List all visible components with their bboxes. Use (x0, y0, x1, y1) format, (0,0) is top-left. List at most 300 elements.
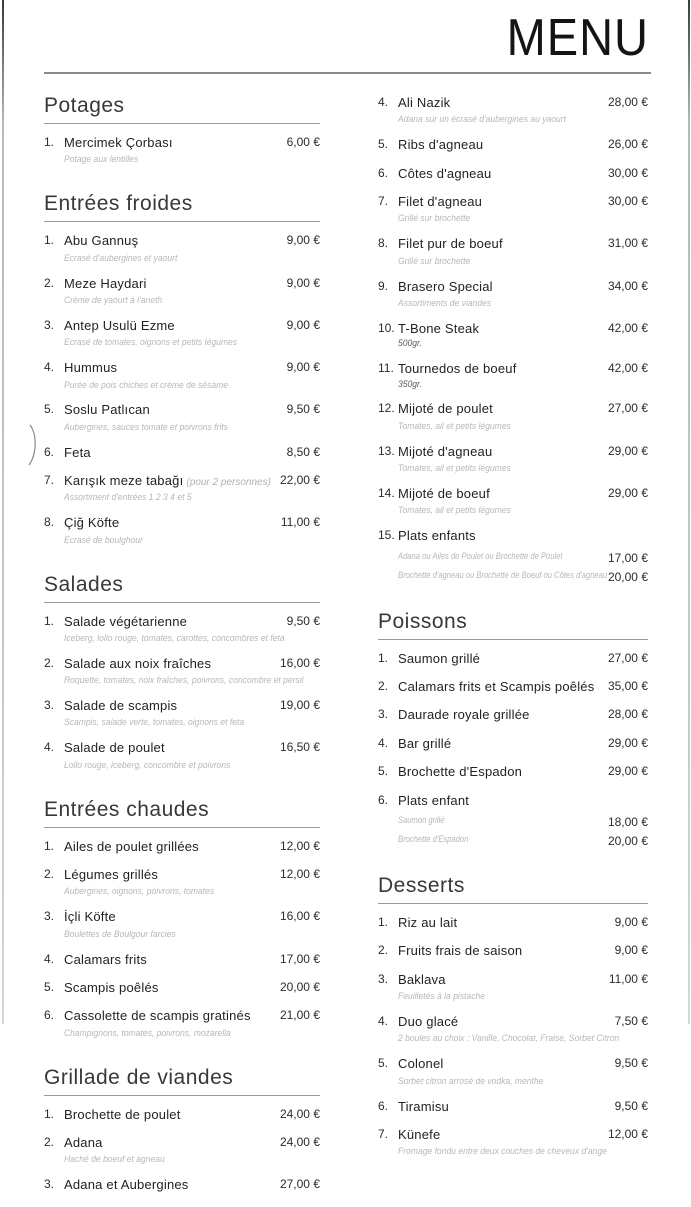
menu-item (44, 979, 320, 997)
menu-header (44, 0, 651, 74)
item-price: 29,00 € (607, 485, 648, 500)
item-description: Tomates, ail et petits légumes (398, 420, 511, 432)
item-number: 6. (378, 792, 389, 807)
header-rule (44, 72, 651, 74)
item-name-line (64, 739, 274, 757)
menu-item (378, 360, 648, 390)
item-name: Plats enfant (398, 792, 470, 808)
item-name-line (398, 527, 648, 545)
item-number: 3. (44, 317, 55, 332)
item-number: 2. (44, 275, 55, 290)
menu-item (44, 655, 320, 687)
item-name-line (64, 979, 274, 997)
menu-item (44, 514, 320, 546)
scan-edge-left (2, 0, 4, 1024)
item-body (64, 444, 281, 462)
page-title: MENU (506, 7, 649, 66)
item-name-line (398, 165, 602, 183)
subline-price: 17,00 € (607, 550, 648, 565)
item-name: Ali Nazik (398, 95, 451, 111)
item-body (398, 650, 602, 668)
item-name: Karışık meze tabağı (64, 473, 184, 489)
item-name-line (64, 275, 281, 293)
item-name-line (64, 951, 274, 969)
item-name: Salade aux noix fraîches (64, 655, 212, 671)
menu-item (378, 527, 648, 583)
item-name-line (398, 706, 602, 724)
item-name: Künefe (398, 1126, 441, 1142)
item-price: 16,50 € (279, 740, 320, 755)
item-price: 28,00 € (607, 707, 648, 722)
menu-section-grillade-de-viandes-suite (378, 94, 648, 594)
item-number: 1. (378, 914, 389, 929)
item-price: 27,00 € (279, 1177, 320, 1192)
item-price: 26,00 € (607, 137, 648, 152)
item-number: 4. (378, 735, 389, 750)
item-subline (398, 834, 648, 848)
section-heading: Potages (44, 94, 320, 124)
menu-item (378, 165, 648, 183)
item-description: Tomates, ail et petits légumes (398, 505, 511, 517)
item-body (398, 1126, 607, 1158)
item-name: Baklava (398, 971, 446, 987)
item-price: 27,00 € (607, 401, 648, 416)
menu-item (44, 275, 320, 307)
item-price: 21,00 € (279, 1008, 320, 1023)
menu-item (378, 1055, 648, 1087)
item-name: Mijoté de poulet (398, 401, 493, 417)
menu-item (44, 866, 320, 898)
item-name: Çiğ Köfte (64, 515, 120, 531)
item-number: 5. (44, 979, 55, 994)
item-name: T-Bone Steak (398, 320, 480, 336)
item-name: Abu Gannuş (64, 233, 139, 249)
item-body (64, 838, 274, 856)
subline-description: Brochette d'Espadon (398, 833, 469, 845)
menu-item (378, 678, 648, 696)
item-number: 2. (44, 655, 55, 670)
menu-section-salades (44, 559, 320, 782)
menu-item (378, 1098, 648, 1116)
item-description: Scampis, salade verte, tomates, oignons et feta (64, 717, 245, 729)
item-name: Scampis poêlés (64, 979, 159, 995)
menu-section-grillade-de-viandes (44, 1052, 320, 1205)
item-name-line (64, 359, 281, 377)
section-heading: Poissons (378, 610, 648, 640)
item-number: 7. (44, 473, 55, 488)
item-description: Grillé sur brochette (398, 255, 471, 267)
menu-item (378, 650, 648, 668)
item-body (64, 359, 281, 391)
item-number: 6. (44, 1008, 55, 1023)
item-name-line (64, 866, 274, 884)
item-name: Mercimek Çorbası (64, 135, 173, 151)
item-name-line (64, 1134, 274, 1152)
menu-item (44, 232, 320, 264)
item-subline (398, 570, 648, 584)
item-number: 1. (44, 135, 55, 150)
item-body (398, 971, 603, 1003)
menu-item (378, 706, 648, 724)
item-name-line (398, 735, 602, 753)
item-body (398, 706, 602, 724)
item-name-line (64, 317, 281, 335)
item-name-line (398, 136, 602, 154)
item-price: 12,00 € (607, 1126, 648, 1141)
item-number: 7. (378, 1126, 389, 1141)
item-name-line (64, 838, 274, 856)
item-number: 6. (378, 1098, 389, 1113)
item-body (64, 739, 274, 771)
item-name-line (398, 443, 602, 461)
item-body (64, 401, 281, 433)
item-body (64, 1007, 274, 1039)
item-body (398, 942, 609, 960)
item-number: 6. (44, 444, 55, 459)
subline-description: Adana ou Ailes de Poulet ou Brochette de Poulet (398, 550, 563, 562)
item-name: Ailes de poulet grillées (64, 838, 199, 854)
item-price: 28,00 € (607, 95, 648, 110)
menu-item (44, 134, 320, 166)
item-description: Crème de yaourt à l'aneth (64, 294, 163, 306)
item-number: 2. (378, 679, 389, 693)
item-name-line (398, 678, 602, 696)
menu-item (378, 278, 648, 310)
item-body (398, 400, 602, 432)
section-heading: Entrées chaudes (44, 798, 320, 828)
item-name: Saumon grillé (398, 650, 481, 666)
item-name: Antep Usulü Ezme (64, 317, 175, 333)
menu-item (378, 735, 648, 753)
item-name: Cassolette de scampis gratinés (64, 1008, 251, 1024)
item-number: 4. (44, 740, 55, 755)
menu-item (44, 1007, 320, 1039)
item-description: Lollo rouge, iceberg, concombre et poivrons (64, 759, 231, 771)
item-price: 9,50 € (614, 1098, 648, 1113)
item-number: 11. (378, 361, 394, 376)
item-description: Boulettes de Boulgour farcies (64, 928, 176, 940)
item-body (398, 735, 602, 753)
item-name: Brochette d'Espadon (398, 764, 523, 780)
menu-item (44, 1134, 320, 1166)
menu-item (378, 193, 648, 225)
menu-item (44, 401, 320, 433)
item-number: 1. (44, 1106, 55, 1121)
item-description: Aubergines, sauces tomate et poivrons frits (64, 421, 228, 433)
menu-item (378, 1013, 648, 1045)
item-body (398, 320, 602, 350)
item-number: 12. (378, 401, 395, 416)
item-name: Adana (64, 1134, 103, 1150)
menu-item (44, 1106, 320, 1124)
item-price: 19,00 € (279, 698, 320, 713)
item-description: Grillé sur brochette (398, 213, 471, 225)
item-number: 1. (44, 233, 55, 248)
item-description: 500gr. (398, 338, 422, 350)
item-body (398, 94, 602, 126)
item-name: Calamars frits (64, 951, 147, 967)
item-name-line (64, 1106, 274, 1124)
section-heading: Desserts (378, 874, 648, 904)
item-number: 3. (44, 909, 55, 924)
item-body (398, 193, 602, 225)
item-price: 16,00 € (279, 909, 320, 924)
menu-item (44, 697, 320, 729)
item-price: 12,00 € (279, 838, 320, 853)
item-name-line (64, 1007, 274, 1025)
item-number: 4. (378, 1014, 389, 1028)
item-price: 9,00 € (286, 360, 320, 375)
item-number: 5. (378, 1056, 389, 1071)
item-body (398, 527, 648, 583)
item-number: 5. (378, 137, 389, 152)
item-body (64, 514, 275, 546)
item-name: Salade de poulet (64, 740, 165, 756)
item-name: Adana et Aubergines (64, 1177, 189, 1193)
item-number: 14. (378, 485, 395, 500)
item-number: 5. (44, 402, 55, 417)
item-name: Filet pur de boeuf (398, 236, 503, 252)
item-body (398, 792, 648, 848)
item-subline (398, 815, 648, 829)
item-name: Tiramisu (398, 1098, 449, 1114)
item-description: Adana sur un écrasé d'aubergines au yaourt (398, 114, 567, 126)
item-price: 9,50 € (286, 402, 320, 417)
item-number: 2. (378, 943, 389, 958)
menu-item (44, 951, 320, 969)
item-name-line (398, 360, 602, 378)
item-description: Haché de boeuf et agneau (64, 1154, 165, 1166)
item-body (64, 908, 274, 940)
item-number: 4. (378, 95, 389, 110)
item-name-line (398, 94, 602, 112)
menu-item (378, 942, 648, 960)
item-body (64, 979, 274, 997)
item-name-line (64, 697, 274, 715)
scan-edge-right (688, 0, 690, 1024)
menu-item (378, 1126, 648, 1158)
item-name-line (64, 613, 281, 631)
item-price: 17,00 € (279, 951, 320, 966)
item-price: 24,00 € (279, 1134, 320, 1149)
item-name-line (64, 401, 281, 419)
item-name: Légumes grillés (64, 867, 159, 883)
menu-item (378, 485, 648, 517)
item-number: 6. (378, 165, 389, 180)
item-name-line (64, 444, 281, 462)
subline-description: Saumon grillé (398, 814, 445, 826)
item-name-line (64, 655, 274, 673)
item-name: Feta (64, 444, 91, 460)
menu-item (378, 763, 648, 781)
item-price: 30,00 € (607, 165, 648, 180)
item-body (398, 136, 602, 154)
item-description: Champignons, tomates, poivrons, mozarella (64, 1027, 231, 1039)
subline-price: 20,00 € (607, 833, 648, 848)
item-body (398, 763, 602, 781)
item-number: 1. (378, 650, 389, 665)
item-name: Riz au lait (398, 914, 458, 930)
item-number: 3. (378, 707, 389, 722)
menu-item (378, 792, 648, 848)
menu-columns (44, 94, 651, 1207)
item-body (398, 1013, 620, 1045)
item-number: 7. (378, 194, 389, 209)
item-price: 9,50 € (614, 1056, 648, 1071)
item-body (64, 1176, 274, 1194)
item-name: Tournedos de boeuf (398, 361, 517, 377)
item-body (64, 134, 281, 166)
item-description: Assortiments de viandes (398, 298, 492, 310)
item-number: 3. (44, 698, 55, 713)
item-name-line (64, 908, 274, 926)
item-price: 30,00 € (607, 194, 648, 209)
item-description: Assortiment d'entrées 1 2 3 4 et 5 (64, 492, 192, 504)
item-name: Soslu Patlıcan (64, 402, 150, 418)
item-price: 29,00 € (607, 735, 648, 750)
menu-section-desserts (378, 860, 648, 1168)
item-name: Filet d'agneau (398, 194, 483, 210)
menu-item (378, 94, 648, 126)
item-description: 350gr. (398, 378, 422, 390)
section-heading: Salades (44, 573, 320, 603)
item-name-line (398, 942, 609, 960)
menu-item (378, 235, 648, 267)
item-name-line (398, 1013, 609, 1031)
item-description: Ecrasé de boulghour (64, 534, 143, 546)
item-body (398, 278, 602, 310)
item-price: 9,50 € (286, 613, 320, 628)
item-price: 12,00 € (279, 867, 320, 882)
item-body (64, 613, 285, 645)
menu-item (44, 317, 320, 349)
menu-item (378, 914, 648, 932)
item-body (398, 485, 602, 517)
item-body (398, 165, 602, 183)
item-number: 3. (378, 971, 389, 986)
menu-item (44, 739, 320, 771)
item-name-line (398, 792, 648, 810)
item-number: 13. (378, 443, 395, 458)
item-price: 27,00 € (607, 650, 648, 665)
item-description: Tomates, ail et petits légumes (398, 463, 511, 475)
item-number: 15. (378, 528, 395, 543)
item-body (398, 360, 602, 390)
item-price: 6,00 € (286, 135, 320, 150)
item-price: 22,00 € (279, 473, 320, 488)
item-body (398, 235, 602, 267)
item-name: Fruits frais de saison (398, 943, 523, 959)
item-number: 1. (44, 613, 55, 628)
item-number: 3. (44, 1177, 55, 1192)
item-body (64, 866, 274, 898)
item-description: Purée de pois chiches et crème de sésame (64, 379, 228, 391)
item-number: 8. (44, 515, 55, 530)
item-name: Brasero Special (398, 278, 493, 294)
item-name-line (64, 134, 281, 152)
item-price: 29,00 € (607, 443, 648, 458)
menu-section-entrees-froides (44, 178, 320, 556)
item-description: Feuilletés à la pistache (398, 991, 485, 1003)
item-name: Bar grillé (398, 735, 452, 751)
item-price: 16,00 € (279, 655, 320, 670)
item-body (398, 443, 602, 475)
item-price: 24,00 € (279, 1106, 320, 1121)
item-name: Calamars frits et Scampis poêlés (398, 679, 595, 694)
item-body (64, 697, 274, 729)
item-price: 8,50 € (286, 444, 320, 459)
item-number: 4. (44, 951, 55, 966)
item-name-line (398, 763, 602, 781)
section-heading: Entrées froides (44, 192, 320, 222)
item-name: Mijoté d'agneau (398, 443, 493, 459)
menu-item (378, 136, 648, 154)
item-body (398, 678, 602, 696)
item-name-line (398, 1126, 602, 1144)
item-name-line (398, 650, 602, 668)
item-name: Brochette de poulet (64, 1106, 181, 1122)
item-name-line (398, 971, 603, 989)
menu-item (44, 838, 320, 856)
item-description: 2 boules au choix : Vanille, Chocolat, Fraise, Sorbet Citron (398, 1033, 620, 1045)
item-name: Mijoté de boeuf (398, 485, 490, 501)
item-price: 11,00 € (608, 971, 648, 986)
item-body (64, 951, 274, 969)
menu-item (44, 444, 320, 462)
item-name-line (398, 1055, 609, 1073)
item-description: Iceberg, lollo rouge, tomates, carottes, concombres et feta (64, 632, 285, 644)
item-name-line (64, 232, 281, 250)
item-name: İçli Köfte (64, 909, 116, 925)
item-name: Salade végétarienne (64, 613, 188, 629)
item-number: 9. (378, 278, 389, 293)
menu-item (378, 443, 648, 475)
item-body (64, 232, 281, 264)
item-price: 11,00 € (280, 515, 320, 530)
item-description: Ecrasé de tomates, oignons et petits légumes (64, 337, 237, 349)
item-price: 9,00 € (286, 275, 320, 290)
item-body (64, 1134, 274, 1166)
subline-price: 20,00 € (607, 569, 648, 584)
item-price: 9,00 € (614, 914, 648, 929)
menu-item (44, 359, 320, 391)
item-name: Salade de scampis (64, 698, 178, 714)
item-note: (pour 2 personnes) (186, 477, 271, 489)
item-description: Potage aux lentilles (64, 154, 139, 166)
item-price: 34,00 € (607, 278, 648, 293)
item-name-line (398, 485, 602, 503)
item-name: Colonel (398, 1056, 444, 1072)
item-price: 29,00 € (607, 764, 648, 779)
item-body (64, 275, 281, 307)
item-name-line (398, 1098, 609, 1116)
item-name: Meze Haydari (64, 275, 147, 291)
item-name: Ribs d'agneau (398, 137, 484, 153)
item-number: 5. (378, 764, 389, 779)
subline-price: 18,00 € (607, 814, 648, 829)
item-price: 35,00 € (607, 679, 648, 693)
item-name-line (398, 278, 602, 296)
item-body (398, 1055, 609, 1087)
item-name: Plats enfants (398, 528, 476, 544)
menu-section-entrees-chaudes (44, 784, 320, 1050)
menu-item (378, 320, 648, 350)
item-price: 7,50 € (614, 1014, 648, 1028)
item-number: 10. (378, 320, 395, 335)
item-name: Côtes d'agneau (398, 165, 492, 181)
item-name-line (64, 472, 274, 490)
scan-artifact-mark (27, 424, 39, 466)
